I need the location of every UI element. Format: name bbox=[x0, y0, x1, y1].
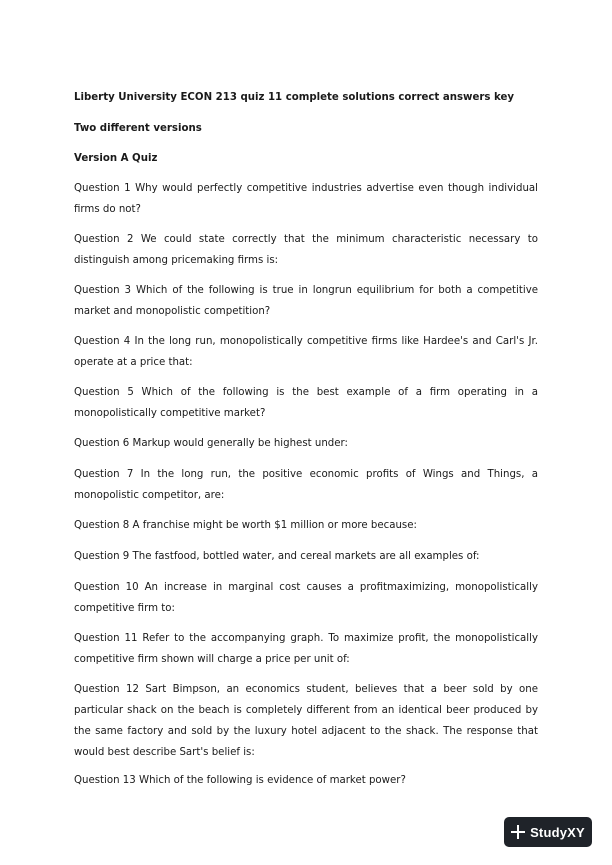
document-subtitle: Two different versions bbox=[74, 123, 202, 134]
question-1: Question 1 Why would perfectly competitive industries advertise even though individual firms do not? bbox=[74, 183, 538, 215]
question-9: Question 9 The fastfood, bottled water, and cereal markets are all examples of: bbox=[74, 551, 480, 562]
question-7: Question 7 In the long run, the positive economic profits of Wings and Things, a monopolistic competitor, are: bbox=[74, 469, 538, 501]
question-8: Question 8 A franchise might be worth $1 million or more because: bbox=[74, 520, 417, 531]
question-10: Question 10 An increase in marginal cost causes a profitmaximizing, monopolistically competitive firm to: bbox=[74, 582, 538, 614]
section-heading: Version A Quiz bbox=[74, 153, 158, 164]
plus-icon bbox=[511, 825, 525, 839]
question-13: Question 13 Which of the following is evidence of market power? bbox=[74, 775, 406, 786]
brand-name: StudyXY bbox=[530, 824, 585, 840]
question-6: Question 6 Markup would generally be highest under: bbox=[74, 438, 348, 449]
studyxy-badge[interactable] bbox=[504, 817, 592, 847]
document-title: Liberty University ECON 213 quiz 11 complete solutions correct answers key bbox=[74, 92, 515, 103]
question-5: Question 5 Which of the following is the best example of a firm operating in a monopolistically competitive market? bbox=[74, 387, 538, 419]
question-11: Question 11 Refer to the accompanying graph. To maximize profit, the monopolistically competitive firm shown will charge a price per unit of: bbox=[74, 633, 538, 665]
question-12: Question 12 Sart Bimpson, an economics student, believes that a beer sold by one particular shack on the beach is completely different from an identical beer produced by the same factory and sold by the luxury hotel adjacent to the shack. The response that would best describe Sart's belief is: bbox=[74, 684, 538, 758]
question-2: Question 2 We could state correctly that the minimum characteristic necessary to distinguish among pricemaking firms is: bbox=[74, 234, 538, 266]
question-3: Question 3 Which of the following is true in longrun equilibrium for both a competitive market and monopolistic competition? bbox=[74, 285, 538, 317]
question-4: Question 4 In the long run, monopolistically competitive firms like Hardee's and Carl's Jr. operate at a price that: bbox=[74, 336, 538, 368]
